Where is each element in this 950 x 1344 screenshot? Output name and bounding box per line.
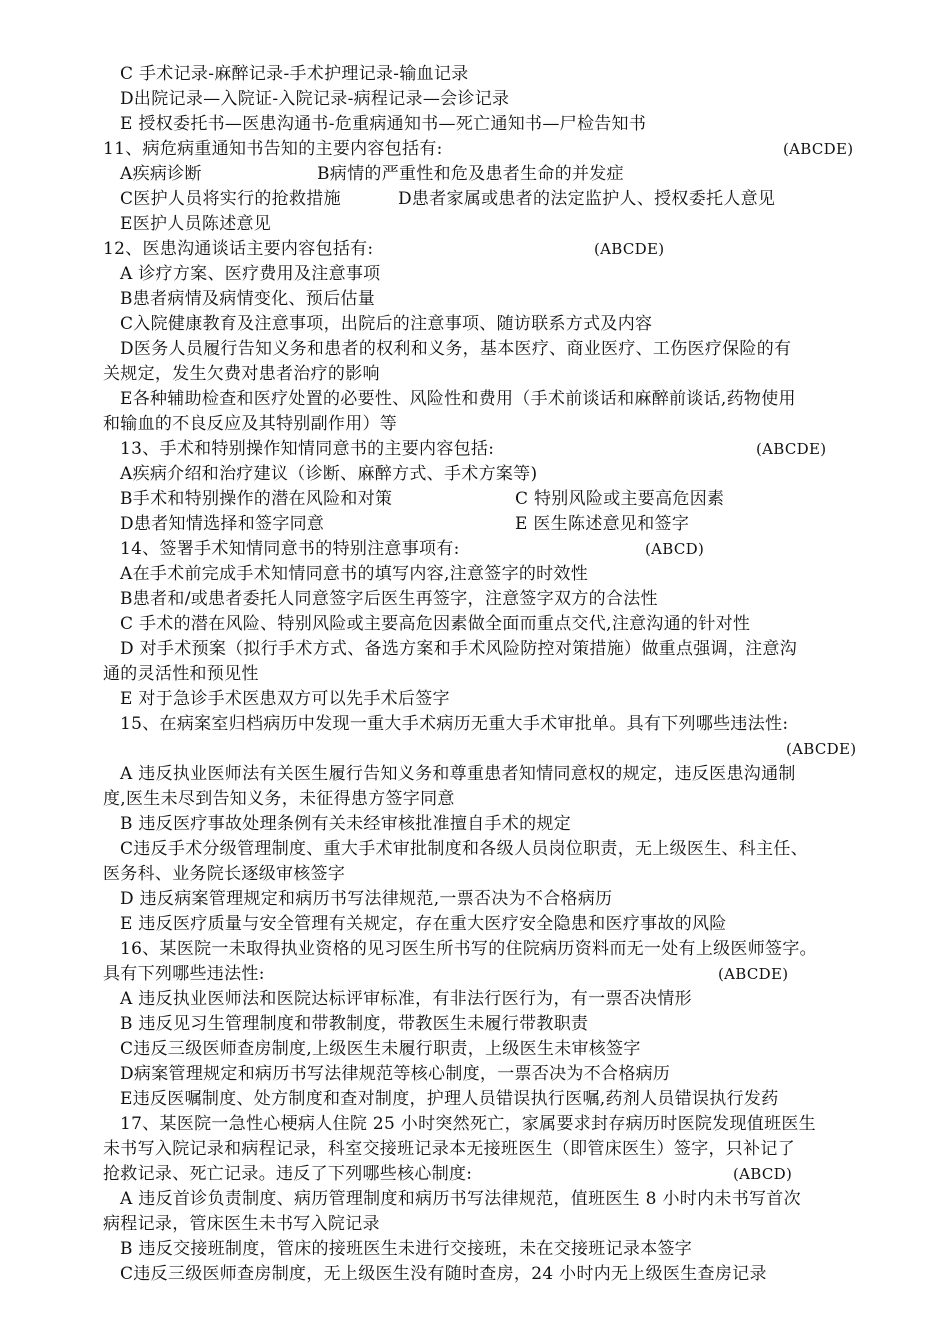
option-e: E各种辅助检查和医疗处置的必要性、风险性和费用（手术前谈话和麻醉前谈话,药物使用	[120, 389, 796, 409]
option-b: B患者和/或患者委托人同意签字后医生再签字，注意签字双方的合法性	[120, 589, 658, 609]
option-a: A 违反执业医师法有关医生履行告知义务和尊重患者知情同意权的规定，违反医患沟通制	[120, 764, 796, 784]
option-c: C医护人员将实行的抢救措施	[120, 189, 341, 209]
option-c: C违反三级医师查房制度，无上级医生没有随时查房，24 小时内无上级医生查房记录	[120, 1264, 767, 1284]
option-b: B 违反交接班制度，管床的接班医生未进行交接班，未在交接班记录本签字	[120, 1239, 693, 1259]
question-11: 11、病危病重通知书告知的主要内容包括有:	[103, 139, 443, 159]
text-line: E 授权委托书—医患沟通书-危重病通知书—死亡通知书—尸检告知书	[120, 114, 647, 134]
question-16-cont: 具有下列哪些违法性:	[103, 964, 265, 984]
answer-11: (ABCDE)	[783, 140, 854, 158]
option-c: C违反手术分级管理制度、重大手术审批制度和各级人员岗位职责，无上级医生、科主任、	[120, 839, 809, 859]
option-a: A 违反首诊负责制度、病历管理制度和病历书写法律规范，值班医生 8 小时内未书写首次	[120, 1189, 801, 1209]
option-a: A 诊疗方案、医疗费用及注意事项	[120, 264, 381, 284]
option-e: E医护人员陈述意见	[120, 214, 272, 234]
option-c: C 手术的潜在风险、特别风险或主要高危因素做全面而重点交代,注意沟通的针对性	[120, 614, 751, 634]
answer-17: (ABCD)	[733, 1165, 793, 1183]
question-14: 14、签署手术知情同意书的特别注意事项有:	[120, 539, 460, 559]
question-16: 16、某医院一未取得执业资格的见习医生所书写的住院病历资料而无一处有上级医师签字。	[120, 939, 817, 959]
option-d: D患者知情选择和签字同意	[120, 514, 325, 534]
option-d-cont: 关规定，发生欠费对患者治疗的影响	[103, 364, 380, 384]
question-15: 15、在病案室归档病历中发现一重大手术病历无重大手术审批单。具有下列哪些违法性:	[120, 714, 789, 734]
answer-13: (ABCDE)	[756, 440, 827, 458]
option-e: E 医生陈述意见和签字	[515, 514, 690, 534]
question-12: 12、医患沟通谈话主要内容包括有:	[103, 239, 374, 259]
option-d: D医务人员履行告知义务和患者的权利和义务，基本医疗、商业医疗、工伤医疗保险的有	[120, 339, 792, 359]
answer-12: (ABCDE)	[594, 240, 665, 258]
option-d-cont: 通的灵活性和预见性	[103, 664, 259, 684]
option-b: B 违反医疗事故处理条例有关未经审核批准擅自手术的规定	[120, 814, 571, 834]
answer-15: (ABCDE)	[786, 740, 857, 758]
option-d: D 对手术预案（拟行手术方式、备选方案和手术风险防控对策措施）做重点强调，注意沟	[120, 639, 798, 659]
option-a: A疾病诊断	[120, 164, 202, 184]
text-line: D出院记录—入院证-入院记录-病程记录—会诊记录	[120, 89, 510, 109]
option-c-cont: 医务科、业务院长逐级审核签字	[103, 864, 346, 884]
answer-16: (ABCDE)	[718, 965, 789, 983]
option-a-cont: 病程记录，管床医生未书写入院记录	[103, 1214, 380, 1234]
option-b: B患者病情及病情变化、预后估量	[120, 289, 375, 309]
option-a-cont: 度,医生未尽到告知义务，未征得患方签字同意	[103, 789, 455, 809]
option-d: D 违反病案管理规定和病历书写法律规范,一票否决为不合格病历	[120, 889, 613, 909]
option-e: E 违反医疗质量与安全管理有关规定，存在重大医疗安全隐患和医疗事故的风险	[120, 914, 727, 934]
option-d: D病案管理规定和病历书写法律规范等核心制度，一票否决为不合格病历	[120, 1064, 671, 1084]
question-17-cont: 抢救记录、死亡记录。违反了下列哪些核心制度:	[103, 1164, 473, 1184]
question-13: 13、手术和特别操作知情同意书的主要内容包括:	[120, 439, 495, 459]
option-e: E 对于急诊手术医患双方可以先手术后签字	[120, 689, 450, 709]
option-c: C入院健康教育及注意事项，出院后的注意事项、随访联系方式及内容	[120, 314, 653, 334]
answer-14: (ABCD)	[645, 540, 705, 558]
question-17-cont: 未书写入院记录和病程记录，科室交接班记录本无接班医生（即管床医生）签字，只补记了	[103, 1139, 795, 1159]
option-c: C违反三级医师查房制度,上级医生未履行职责，上级医生未审核签字	[120, 1039, 641, 1059]
question-17: 17、某医院一急性心梗病人住院 25 小时突然死亡，家属要求封存病历时医院发现值班医生	[120, 1114, 816, 1134]
option-a: A在手术前完成手术知情同意书的填写内容,注意签字的时效性	[120, 564, 589, 584]
option-b: B病情的严重性和危及患者生命的并发症	[317, 164, 624, 184]
option-e: E违反医嘱制度、处方制度和查对制度，护理人员错误执行医嘱,药剂人员错误执行发药	[120, 1089, 779, 1109]
option-d: D患者家属或患者的法定监护人、授权委托人意见	[398, 189, 776, 209]
option-c: C 特别风险或主要高危因素	[515, 489, 725, 509]
option-a: A 违反执业医师法和医院达标评审标准，有非法行医行为，有一票否决情形	[120, 989, 692, 1009]
option-a: A疾病介绍和治疗建议（诊断、麻醉方式、手术方案等)	[120, 464, 538, 484]
option-b: B手术和特别操作的潜在风险和对策	[120, 489, 393, 509]
option-b: B 违反见习生管理制度和带教制度，带教医生未履行带教职责	[120, 1014, 589, 1034]
text-line: C 手术记录-麻醉记录-手术护理记录-输血记录	[120, 64, 469, 84]
option-e-cont: 和输血的不良反应及其特别副作用）等	[103, 414, 398, 434]
